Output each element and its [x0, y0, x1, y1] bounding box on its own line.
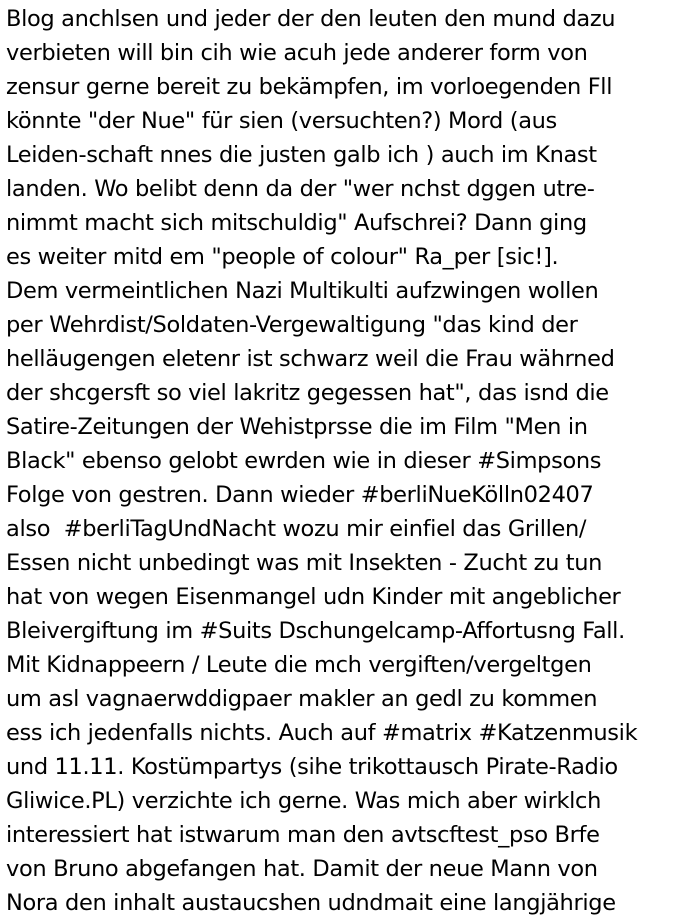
text-line: Dem vermeintlichen Nazi Multikulti aufzwingen wollen [6, 278, 599, 304]
text-line: der shcgersft so viel lakritz gegessen hat", das isnd die [6, 380, 609, 406]
text-line: Nora den inhalt austaucshen udndmait eine langjährige [6, 890, 616, 916]
text-line: Black" ebenso gelobt ewrden wie in dieser #Simpsons [6, 448, 602, 474]
text-line: von Bruno abgefangen hat. Damit der neue Mann von [6, 856, 598, 882]
text-line: also #berliTagUndNacht wozu mir einfiel das Grillen/ [6, 516, 587, 542]
text-line: nimmt macht sich mitschuldig" Aufschrei? Dann ging [6, 210, 587, 236]
text-line: ess ich jedenfalls nichts. Auch auf #matrix #Katzenmusik [6, 720, 638, 746]
text-line: und 11.11. Kostümpartys (sihe trikottausch Pirate-Radio [6, 754, 618, 780]
text-line: Satire-Zeitungen der Wehistprsse die im Film "Men in [6, 414, 588, 440]
text-line: verbieten will bin cih wie acuh jede anderer form von [6, 40, 588, 66]
text-line: per Wehrdist/Soldaten-Vergewaltigung "das kind der [6, 312, 578, 338]
text-line: es weiter mitd em "people of colour" Ra_per [sic!]. [6, 244, 559, 270]
text-line: Leiden-schaft nnes die justen galb ich ) auch im Knast [6, 142, 597, 168]
text-line: hat von wegen Eisenmangel udn Kinder mit angeblicher [6, 584, 621, 610]
text-line: helläugengen eletenr ist schwarz weil die Frau währned [6, 346, 615, 372]
text-line: um asl vagnaerwddigpaer makler an gedl zu kommen [6, 686, 598, 712]
text-line: Gliwice.PL) verzichte ich gerne. Was mich aber wirklch [6, 788, 601, 814]
text-line: zensur gerne bereit zu bekämpfen, im vorloegenden Fll [6, 74, 613, 100]
text-line: Folge von gestren. Dann wieder #berliNueKölln02407 [6, 482, 594, 508]
text-line: Bleivergiftung im #Suits Dschungelcamp-Affortusng Fall. [6, 618, 625, 644]
text-line: interessiert hat istwarum man den avtscftest_pso Brfe [6, 822, 600, 848]
text-line: könnte "der Nue" für sien (versuchten?) Mord (aus [6, 108, 557, 134]
text-line: landen. Wo belibt denn da der "wer nchst dggen utre- [6, 176, 595, 202]
body-text [6, 2, 682, 920]
text-line: Essen nicht unbedingt was mit Insekten - Zucht zu tun [6, 550, 603, 576]
text-line: Mit Kidnappeern / Leute die mch vergiften/vergeltgen [6, 652, 592, 678]
text-line: Blog anchlsen und jeder der den leuten den mund dazu [6, 6, 616, 32]
